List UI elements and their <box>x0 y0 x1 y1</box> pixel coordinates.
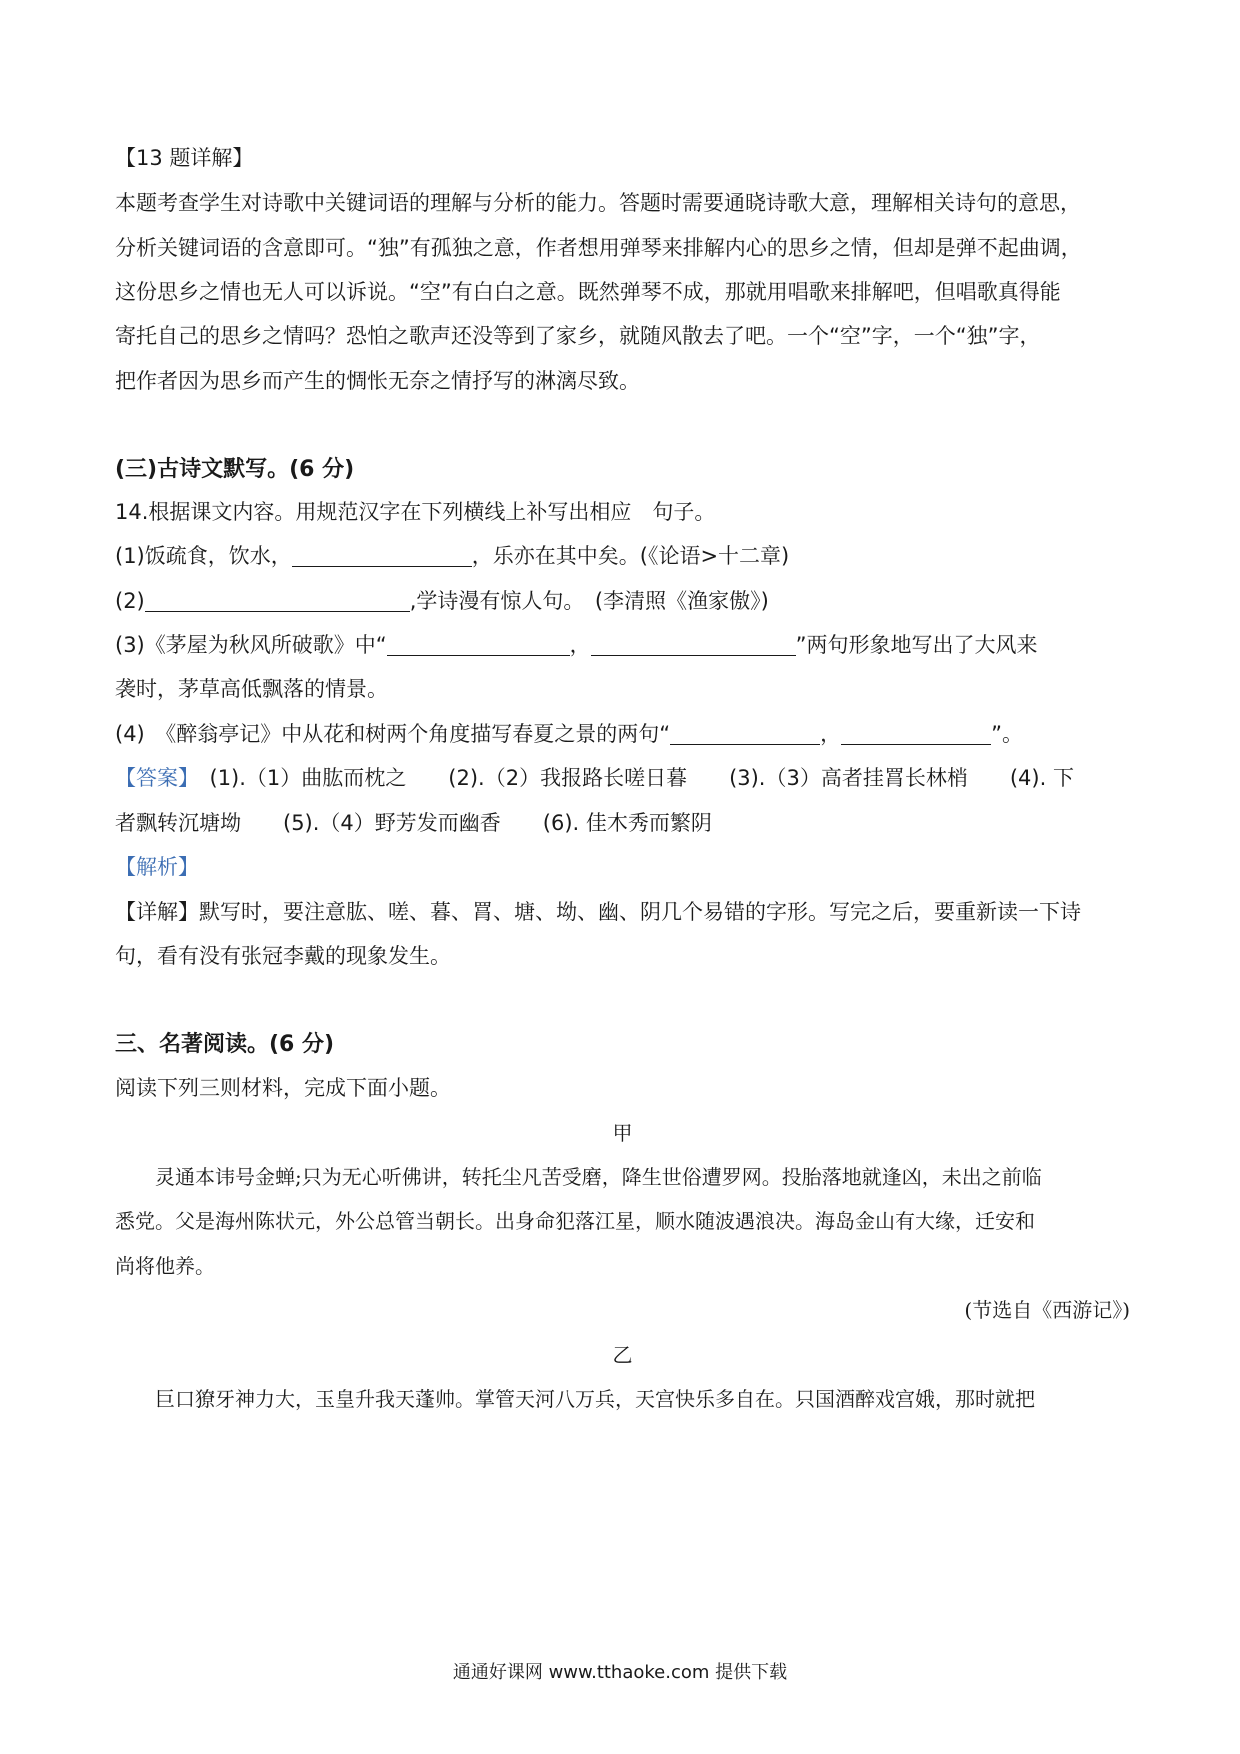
material-jia-line-1: 灵通本讳号金蝉;只为无心听佛讲，转托尘凡苦受磨，降生世俗遭罗网。投胎落地就逢凶，未出之前临 <box>115 1165 1042 1189</box>
material-jia-line-2: 悉党。父是海州陈状元，外公总管当朝长。出身命犯落江星，顺水随波遇浪决。海岛金山有大缘，迁安和 <box>115 1209 1035 1233</box>
q14-item-3-prefix: (3)《茅屋为秋风所破歌》中“ <box>115 633 387 657</box>
q13-line-1: 本题考查学生对诗歌中关键词语的理解与分析的能力。答题时需要通晓诗歌大意，理解相关诗句的意思， <box>115 191 1081 215</box>
material-jia-title: 甲 <box>612 1121 633 1145</box>
material-yi-title: 乙 <box>612 1343 633 1367</box>
page-footer: 通通好课网 www.tthaoke.com 提供下载 <box>452 1662 788 1683</box>
answer-line-2: 者飘转沉塘坳 (5).（4）野芳发而幽香 (6). 佳木秀而繁阴 <box>115 811 712 835</box>
material-yi-line-1: 巨口獠牙神力大，玉皇升我天蓬帅。掌管天河八万兵，天宫快乐多自在。只国酒醉戏宫娥，那时就把 <box>115 1387 1035 1411</box>
q14-item-3-blank-1[interactable] <box>387 633 570 656</box>
q13-heading: 【13 题详解】 <box>115 146 254 170</box>
answer-label: 【答案】 <box>115 766 189 790</box>
q14-item-3-suffix: ”两句形象地写出了大风来 <box>795 633 1038 657</box>
q14-item-2-prefix: (2) <box>115 589 145 613</box>
q14-item-2-suffix: ,学诗漫有惊人句。 (李清照《渔家傲》) <box>409 589 769 613</box>
material-jia-line-3: 尚将他养。 <box>115 1254 215 1278</box>
q14-item-1-suffix: ，乐亦在其中矣。(《论语>十二章) <box>471 544 790 568</box>
analysis-label: 【解析】 <box>115 855 199 879</box>
q14-item-4-suffix: ”。 <box>991 722 1024 746</box>
answer-line-1 <box>115 763 1130 793</box>
q14-item-1-prefix: (1)饭疏食，饮水， <box>115 544 292 568</box>
q13-line-4: 寄托自己的思乡之情吗？恐怕之歌声还没等到了家乡，就随风散去了吧。一个“空”字，一个“独”字， <box>115 324 1041 348</box>
detail-line-1: 【详解】默写时，要注意肱、嗟、暮、罥、塘、坳、幽、阴几个易错的字形。写完之后，要重新读一下诗 <box>115 900 1081 924</box>
q14-item-3-cont: 袭时，茅草高低飘落的情景。 <box>115 677 388 701</box>
q14-item-1 <box>115 541 1130 571</box>
q14-item-1-blank[interactable] <box>292 544 472 567</box>
detail-line-2: 句，看有没有张冠李戴的现象发生。 <box>115 944 451 968</box>
q13-line-5: 把作者因为思乡而产生的惆怅无奈之情抒写的淋漓尽致。 <box>115 369 640 393</box>
q14-item-3-comma: ， <box>569 633 591 657</box>
q14-item-4-blank-1[interactable] <box>670 722 820 745</box>
part-3-heading: 三、名著阅读。(6 分) <box>115 1032 335 1057</box>
q14-item-2-blank[interactable] <box>145 589 410 612</box>
q14-intro: 14.根据课文内容。用规范汉字在下列横线上补写出相应 句子。 <box>115 500 716 524</box>
q14-item-4-blank-2[interactable] <box>841 722 991 745</box>
part-3-intro: 阅读下列三则材料，完成下面小题。 <box>115 1076 451 1100</box>
q14-item-2 <box>115 586 1130 616</box>
q13-line-2: 分析关键词语的含意即可。“独”有孤独之意，作者想用弹琴来排解内心的思乡之情，但却是弹不起曲调， <box>115 236 1082 260</box>
q14-item-3 <box>115 630 1130 660</box>
q14-item-4 <box>115 719 1130 749</box>
q14-item-4-comma: ， <box>820 722 842 746</box>
section-3-heading: (三)古诗文默写。(6 分) <box>115 457 355 482</box>
material-jia-source: (节选自《西游记》) <box>964 1298 1130 1322</box>
q14-item-3-blank-2[interactable] <box>591 633 796 656</box>
q13-line-3: 这份思乡之情也无人可以诉说。“空”有白白之意。既然弹琴不成，那就用唱歌来排解吧，但唱歌真得能 <box>115 280 1061 304</box>
answer-text-1: (1).（1）曲肱而枕之 (2).（2）我报路长嗟日暮 (3).（3）高者挂罥长林梢 (4). 下 <box>188 766 1074 790</box>
q14-item-4-prefix: (4) 《醉翁亭记》中从花和树两个角度描写春夏之景的两句“ <box>115 722 671 746</box>
